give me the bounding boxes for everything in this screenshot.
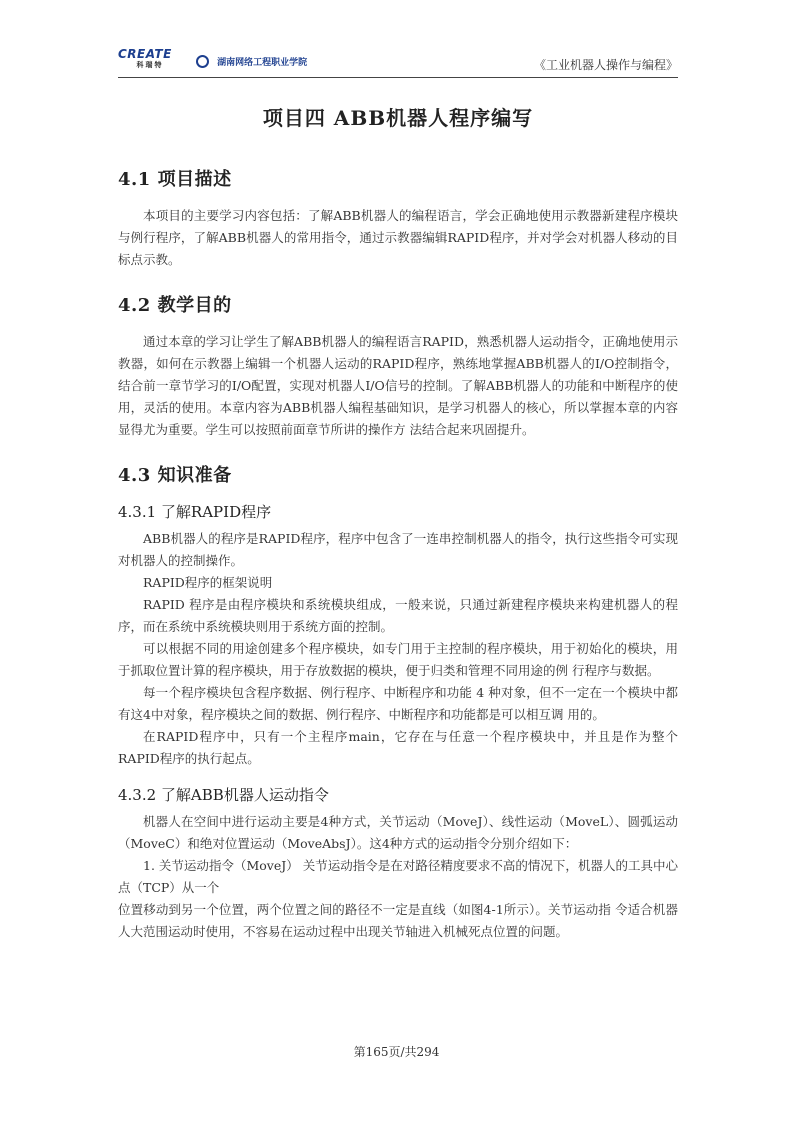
create-logo-subtitle: 科瑞特 (136, 61, 164, 69)
section-4-2 (118, 291, 678, 441)
section-4-3 (118, 461, 678, 943)
paragraph: 可以根据不同的用途创建多个程序模块，如专门用于主控制的程序模块，用于初始化的模块，用于抓取位置计算的程序模块，用于存放数据的模块，便于归类和管理不同用途的例 行程序与数据。 (118, 641, 678, 678)
school-logo (196, 51, 307, 69)
section-4-1 (118, 165, 678, 271)
page-title: 项目四 ABB机器人程序编写 (262, 106, 534, 130)
paragraph: RAPID 程序是由程序模块和系统模块组成，一般来说，只通过新建程序模块来构建机器人的程序，而在系统中系统模块则用于系统方面的控制。 (118, 597, 678, 634)
paragraph: ABB机器人的程序是RAPID程序，程序中包含了一连串控制机器人的指令，执行这些指令可实现对机器人的控制操作。 (118, 531, 678, 568)
paragraph: 通过本章的学习让学生了解ABB机器人的编程语言RAPID，熟悉机器人运动指令，正确地使用示教器，如何在示教器上编辑一个机器人运动的RAPID程序，熟练地掌握ABB机器人的I/O控制指令，结合前一章节学习的I/O配置，实现对机器人I/O信号的控制。了解ABB机器人的功能和中断程序的使用，灵活的使用。本章内容为ABB机器人编程基础知识，是学习机器人的核心，所以掌握本章的内容显得尤为重要。学生可以按照前面章节所讲的操作方 法结合起来巩固提升。 (118, 334, 678, 437)
section-heading: 4.3 知识准备 (118, 465, 232, 486)
section-heading: 4.2 教学目的 (118, 295, 232, 316)
paragraph: 位置移动到另一个位置，两个位置之间的路径不一定是直线（如图4-1所示）。关节运动指 令适合机器人大范围运动时使用，不容易在运动过程中出现关节轴进入机械死点位置的问题。 (118, 902, 678, 939)
paragraph: 1. 关节运动指令（MoveJ） 关节运动指令是在对路径精度要求不高的情况下，机器人的工具中心点（TCP）从一个 (118, 858, 678, 895)
school-name: 湖南网络工程职业学院 (217, 58, 308, 68)
paragraph: 本项目的主要学习内容包括：了解ABB机器人的编程语言，学会正确地使用示教器新建程序模块与例行程序，了解ABB机器人的常用指令，通过示教器编辑RAPID程序，并对学会对机器人移动的目标点示教。 (118, 208, 678, 267)
school-seal-icon (196, 55, 209, 68)
page-header (118, 48, 678, 76)
header-divider (118, 77, 678, 78)
create-logo-brand: CREATE (118, 47, 172, 61)
subsection-heading: 4.3.2 了解ABB机器人运动指令 (118, 786, 329, 804)
paragraph: 每一个程序模块包含程序数据、例行程序、中断程序和功能 4 种对象，但不一定在一个模块中都有这4中对象，程序模块之间的数据、例行程序、中断程序和功能都是可以相互调 用的。 (118, 685, 678, 722)
paragraph: 在RAPID程序中，只有一个主程序main，它存在与任意一个程序模块中，并且是作为整个RAPID程序的执行起点。 (118, 729, 678, 766)
page-content (118, 96, 678, 943)
paragraph: RAPID程序的框架说明 (143, 575, 273, 590)
page-number: 第165页/共294 (353, 1045, 440, 1059)
book-title: 《工业机器人操作与编程》 (533, 58, 678, 72)
paragraph: 机器人在空间中进行运动主要是4种方式，关节运动（MoveJ）、线性运动（MoveL）、圆弧运动（MoveC）和绝对位置运动（MoveAbsJ）。这4种方式的运动指令分别介绍如下： (118, 814, 678, 851)
subsection-heading: 4.3.1 了解RAPID程序 (118, 503, 272, 521)
section-heading: 4.1 项目描述 (118, 169, 232, 190)
create-logo (118, 48, 182, 74)
